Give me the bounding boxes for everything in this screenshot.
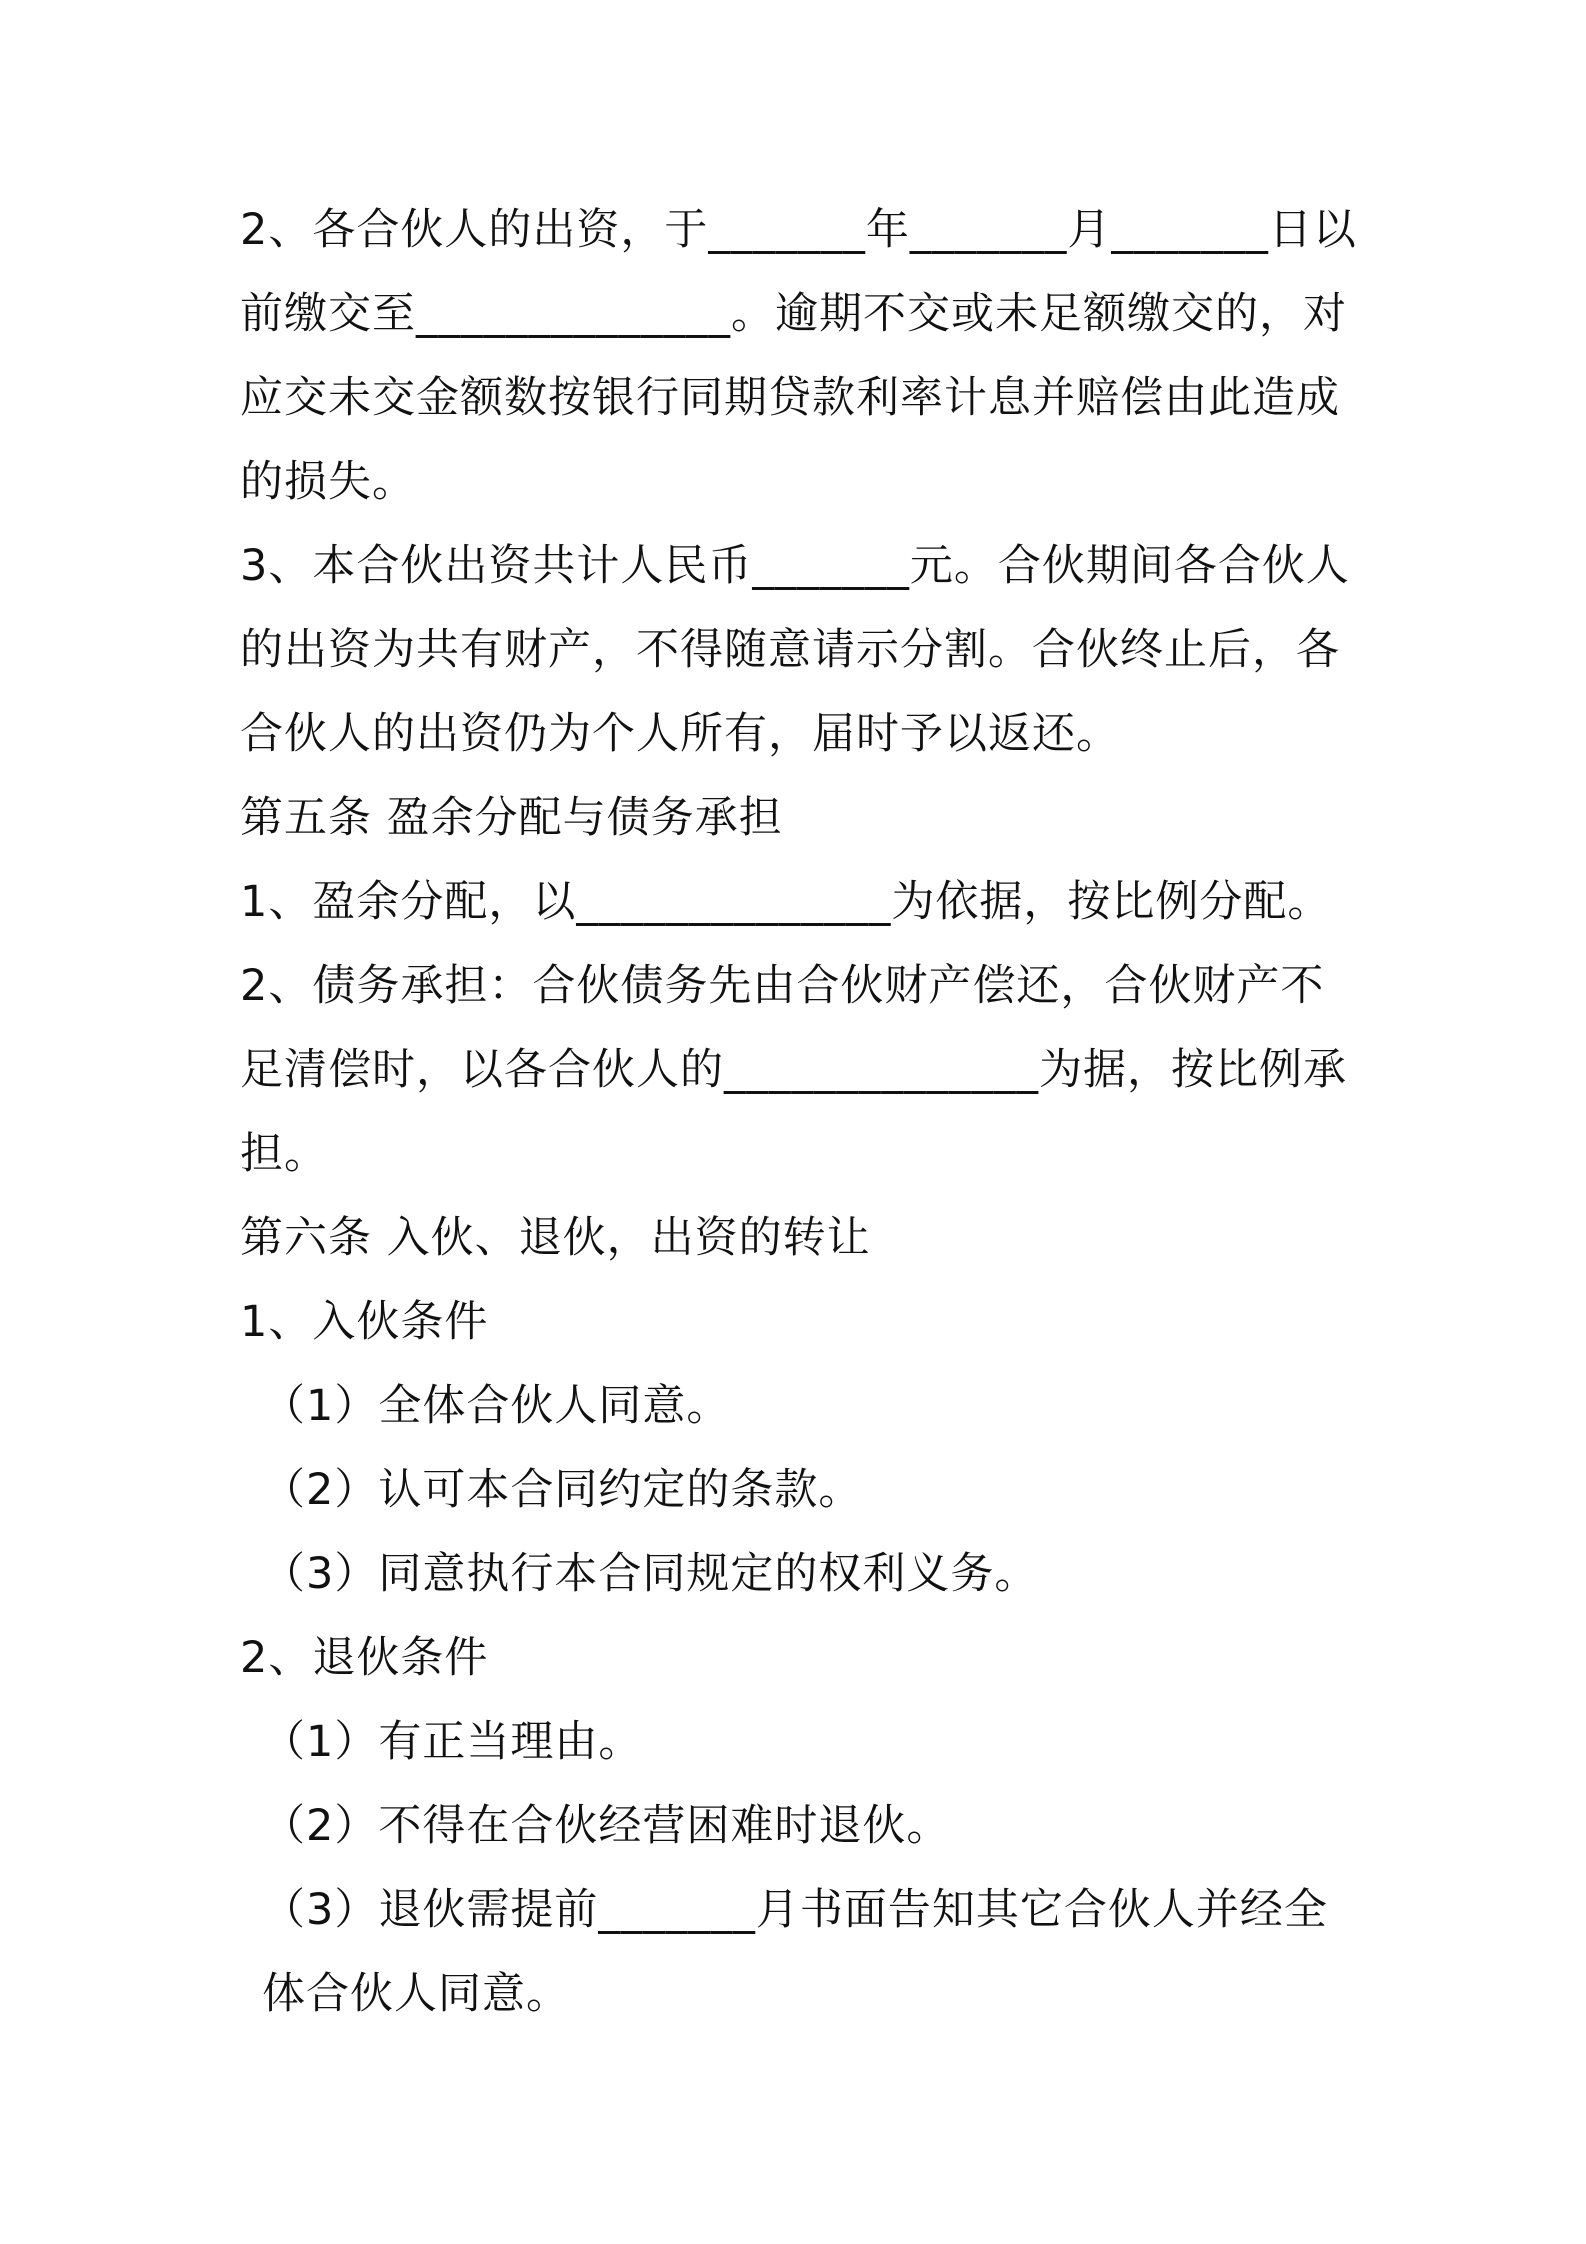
join-condition-2: （2）认可本合同约定的条款。 — [262, 1465, 863, 1515]
clause-5-heading: 第五条 盈余分配与债务承担 — [240, 793, 783, 843]
exit-condition-2: （2）不得在合伙经营困难时退伙。 — [262, 1801, 951, 1851]
clause-4-item-2: 2、各合伙人的出资，于_______年_______月_______日以前缴交至______________。逾期不交或未足额缴交的，对应交未交金额数按银行同期贷款利率计息并赔偿由此造成的损失。 — [240, 205, 1357, 507]
clause-5-item-2: 2、债务承担：合伙债务先由合伙财产偿还，合伙财产不足清偿时，以各合伙人的______________为据，按比例承担。 — [240, 961, 1347, 1179]
join-condition-3: （3）同意执行本合同规定的权利义务。 — [262, 1549, 1039, 1599]
document-page — [240, 0, 1360, 2036]
top-margin — [240, 0, 1360, 188]
clause-6-heading: 第六条 入伙、退伙，出资的转让 — [240, 1213, 871, 1263]
clause-6-item-1: 1、入伙条件 — [240, 1297, 489, 1347]
exit-condition-1: （1）有正当理由。 — [262, 1717, 643, 1767]
join-condition-1: （1）全体合伙人同意。 — [262, 1381, 731, 1431]
clause-6-item-2: 2、退伙条件 — [240, 1633, 489, 1683]
exit-condition-3: （3）退伙需提前_______月书面告知其它合伙人并经全体合伙人同意。 — [262, 1885, 1328, 2019]
clause-5-item-1: 1、盈余分配，以______________为依据，按比例分配。 — [240, 877, 1332, 927]
clause-4-item-3: 3、本合伙出资共计人民币_______元。合伙期间各合伙人的出资为共有财产，不得随意请示分割。合伙终止后，各合伙人的出资仍为个人所有，届时予以返还。 — [240, 541, 1350, 759]
